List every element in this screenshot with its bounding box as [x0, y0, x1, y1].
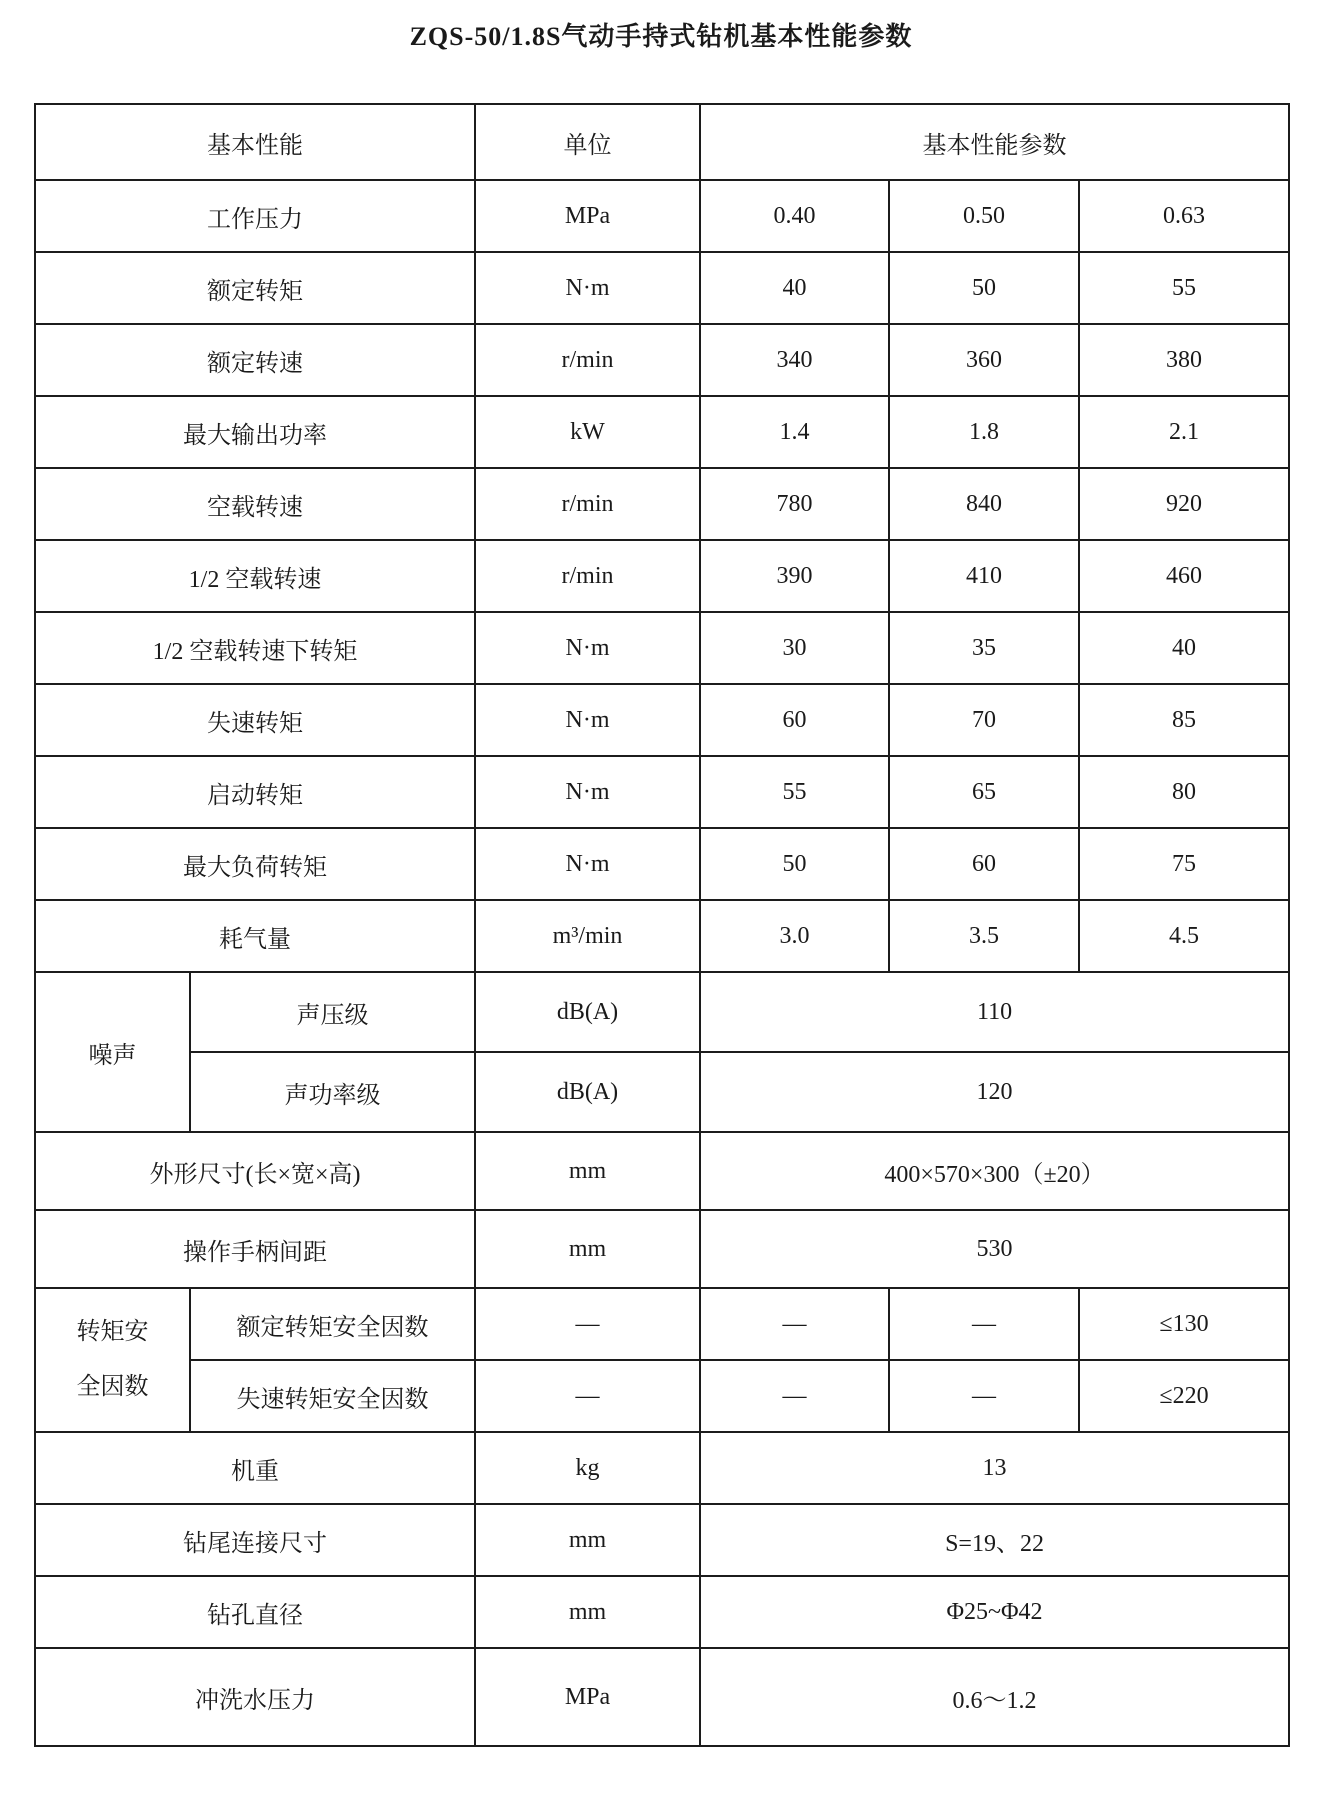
spec-value: 780 — [700, 468, 889, 540]
spec-value: 1.4 — [700, 396, 889, 468]
spec-value: 75 — [1079, 828, 1289, 900]
spec-value: 40 — [1079, 612, 1289, 684]
spec-unit: MPa — [475, 180, 700, 252]
spec-unit: N·m — [475, 828, 700, 900]
spec-unit: MPa — [475, 1648, 700, 1746]
spec-label: 操作手柄间距 — [35, 1210, 475, 1288]
torque-safety-group-label-text: 转矩安全因数 — [76, 1318, 149, 1400]
spec-label: 钻尾连接尺寸 — [35, 1504, 475, 1576]
spec-row-stall-torque — [35, 684, 1289, 756]
spec-row-working-pressure — [35, 180, 1289, 252]
spec-label: 最大输出功率 — [35, 396, 475, 468]
spec-value: 40 — [700, 252, 889, 324]
spec-row-max-output-power — [35, 396, 1289, 468]
spec-value: 65 — [889, 756, 1079, 828]
spec-value: 50 — [889, 252, 1079, 324]
page-title: ZQS-50/1.8S气动手持式钻机基本性能参数 — [409, 22, 913, 51]
spec-label: 额定转速 — [35, 324, 475, 396]
spec-value: 920 — [1079, 468, 1289, 540]
spec-row-sound-pressure-level — [35, 972, 1289, 1052]
spec-row-drilling-diameter — [35, 1576, 1289, 1648]
spec-value: 530 — [700, 1210, 1289, 1288]
spec-value: 0.50 — [889, 180, 1079, 252]
spec-row-rated-speed — [35, 324, 1289, 396]
spec-value: 0.63 — [1079, 180, 1289, 252]
spec-label: 启动转矩 — [35, 756, 475, 828]
spec-label: 空载转速 — [35, 468, 475, 540]
spec-label: 失速转矩 — [35, 684, 475, 756]
spec-value: S=19、22 — [700, 1504, 1289, 1576]
spec-value: 0.6～1.2 — [700, 1648, 1289, 1746]
spec-unit: — — [475, 1360, 700, 1432]
spec-unit: r/min — [475, 540, 700, 612]
spec-row-handle-spacing — [35, 1210, 1289, 1288]
noise-sub-label: 声功率级 — [190, 1052, 475, 1132]
spec-label: 钻孔直径 — [35, 1576, 475, 1648]
spec-value: 460 — [1079, 540, 1289, 612]
spec-row-overall-dimensions — [35, 1132, 1289, 1210]
spec-value: — — [700, 1288, 889, 1360]
spec-unit: r/min — [475, 324, 700, 396]
spec-value: 4.5 — [1079, 900, 1289, 972]
spec-label: 最大负荷转矩 — [35, 828, 475, 900]
spec-value: 340 — [700, 324, 889, 396]
spec-value: 390 — [700, 540, 889, 612]
spec-row-rated-torque-safety-factor — [35, 1288, 1289, 1360]
spec-label: 额定转矩 — [35, 252, 475, 324]
torque-safety-group-label — [35, 1288, 190, 1432]
spec-value: 400×570×300（±20） — [700, 1132, 1289, 1210]
spec-value: 3.0 — [700, 900, 889, 972]
spec-value: — — [889, 1360, 1079, 1432]
spec-label: 1/2 空载转速 — [35, 540, 475, 612]
spec-value: 2.1 — [1079, 396, 1289, 468]
spec-row-no-load-speed — [35, 468, 1289, 540]
spec-value: ≤220 — [1079, 1360, 1289, 1432]
spec-row-machine-weight — [35, 1432, 1289, 1504]
spec-value: 1.8 — [889, 396, 1079, 468]
spec-unit: m³/min — [475, 900, 700, 972]
spec-row-sound-power-level — [35, 1052, 1289, 1132]
spec-row-shank-connection-size — [35, 1504, 1289, 1576]
spec-unit: kg — [475, 1432, 700, 1504]
spec-value: 110 — [700, 972, 1289, 1052]
spec-value: 120 — [700, 1052, 1289, 1132]
spec-unit: dB(A) — [475, 1052, 700, 1132]
spec-row-starting-torque — [35, 756, 1289, 828]
spec-unit: N·m — [475, 684, 700, 756]
spec-value: 60 — [700, 684, 889, 756]
spec-value: 410 — [889, 540, 1079, 612]
spec-value: 30 — [700, 612, 889, 684]
spec-unit: dB(A) — [475, 972, 700, 1052]
spec-unit: kW — [475, 396, 700, 468]
spec-row-torque-at-half-no-load-speed — [35, 612, 1289, 684]
spec-value: 85 — [1079, 684, 1289, 756]
spec-label: 工作压力 — [35, 180, 475, 252]
spec-unit: mm — [475, 1210, 700, 1288]
spec-value: 380 — [1079, 324, 1289, 396]
noise-group-label: 噪声 — [35, 972, 190, 1132]
spec-value: 360 — [889, 324, 1079, 396]
spec-label: 耗气量 — [35, 900, 475, 972]
spec-unit: N·m — [475, 252, 700, 324]
spec-label: 冲洗水压力 — [35, 1648, 475, 1746]
spec-row-max-load-torque — [35, 828, 1289, 900]
spec-value: Φ25~Φ42 — [700, 1576, 1289, 1648]
spec-unit: mm — [475, 1504, 700, 1576]
spec-value: 55 — [700, 756, 889, 828]
header-params: 基本性能参数 — [700, 104, 1289, 180]
spec-row-stall-torque-safety-factor — [35, 1360, 1289, 1432]
spec-value: 60 — [889, 828, 1079, 900]
spec-unit: N·m — [475, 756, 700, 828]
spec-value: 0.40 — [700, 180, 889, 252]
spec-value: — — [700, 1360, 889, 1432]
spec-value: 55 — [1079, 252, 1289, 324]
spec-row-flushing-water-pressure — [35, 1648, 1289, 1746]
spec-label: 1/2 空载转速下转矩 — [35, 612, 475, 684]
spec-row-air-consumption — [35, 900, 1289, 972]
header-unit: 单位 — [475, 104, 700, 180]
spec-unit: mm — [475, 1132, 700, 1210]
spec-value: 35 — [889, 612, 1079, 684]
spec-label: 机重 — [35, 1432, 475, 1504]
spec-value: 840 — [889, 468, 1079, 540]
spec-value: 70 — [889, 684, 1079, 756]
safety-sub-label: 额定转矩安全因数 — [190, 1288, 475, 1360]
spec-value: 13 — [700, 1432, 1289, 1504]
spec-value: 3.5 — [889, 900, 1079, 972]
spec-unit: — — [475, 1288, 700, 1360]
spec-unit: r/min — [475, 468, 700, 540]
spec-value: — — [889, 1288, 1079, 1360]
spec-value: 80 — [1079, 756, 1289, 828]
spec-row-half-no-load-speed — [35, 540, 1289, 612]
header-property: 基本性能 — [35, 104, 475, 180]
spec-value: ≤130 — [1079, 1288, 1289, 1360]
spec-unit: N·m — [475, 612, 700, 684]
spec-value: 50 — [700, 828, 889, 900]
noise-sub-label: 声压级 — [190, 972, 475, 1052]
safety-sub-label: 失速转矩安全因数 — [190, 1360, 475, 1432]
spec-row-rated-torque — [35, 252, 1289, 324]
spec-unit: mm — [475, 1576, 700, 1648]
spec-table — [34, 103, 1290, 1747]
spec-label: 外形尺寸(长×宽×高) — [35, 1132, 475, 1210]
table-header-row — [35, 104, 1289, 180]
